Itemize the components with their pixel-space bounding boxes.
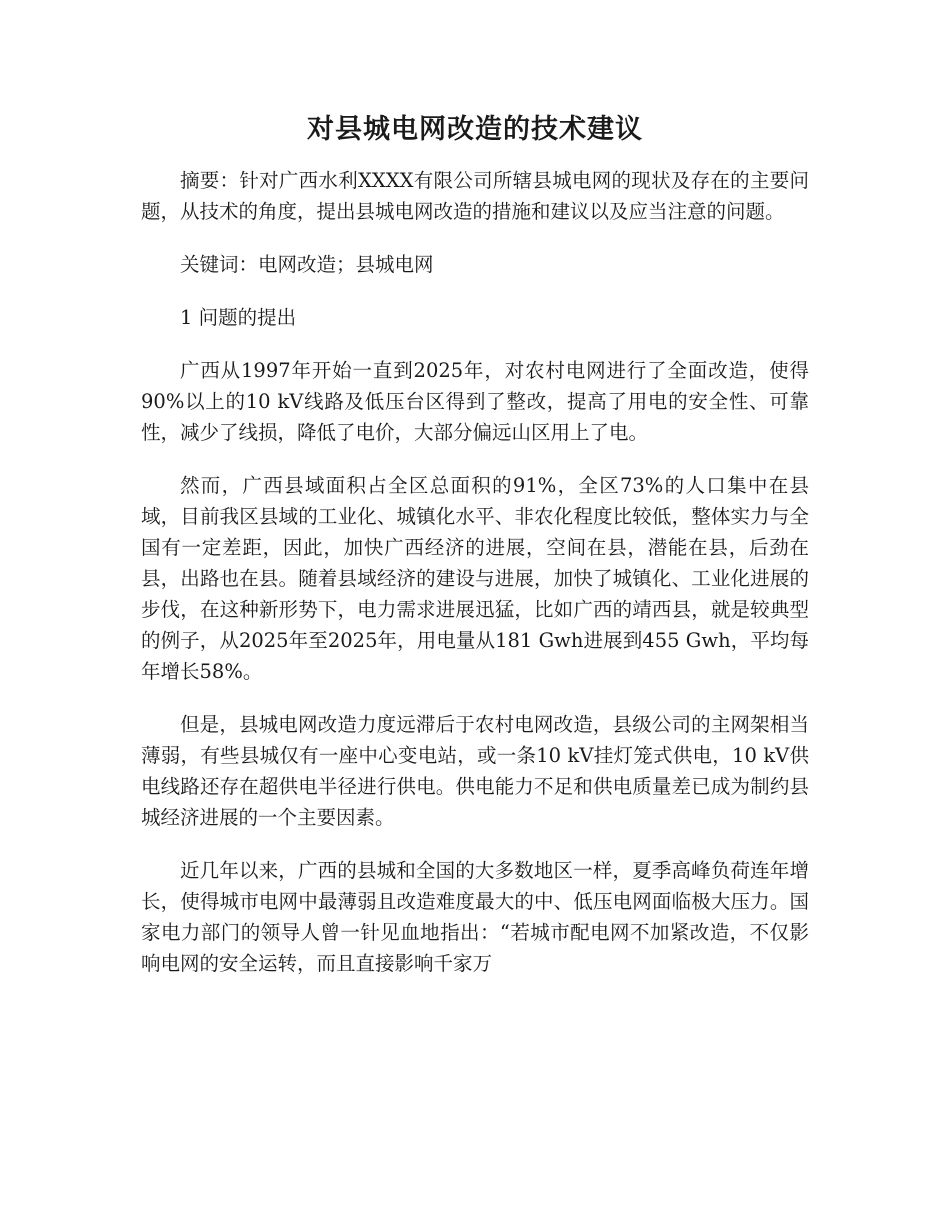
- document-title: 对县城电网改造的技术建议: [307, 114, 643, 145]
- document-body: [141, 165, 809, 979]
- abstract-paragraph: 摘要：针对广西水利XXXX有限公司所辖县城电网的现状及存在的主要问题，从技术的角度，提出县城电网改造的措施和建议以及应当注意的问题。: [141, 169, 809, 223]
- body-paragraph: 但是，县城电网改造力度远滞后于农村电网改造，县级公司的主网架相当薄弱，有些县城仅有一座中心变电站，或一条10 kV挂灯笼式供电，10 kV供电线路还存在超供电半径进行供电。供电能力不足和供电质量差已成为制约县城经济进展的一个主要因素。: [141, 713, 809, 829]
- body-paragraph: 然而，广西县域面积占全区总面积的91%，全区73%的人口集中在县域，目前我区县域的工业化、城镇化水平、非农化程度比较低，整体实力与全国有一定差距，因此，加快广西经济的进展，空间在县，潜能在县，后劲在县，出路也在县。随着县域经济的建设与进展，加快了城镇化、工业化进展的步伐，在这种新形势下，电力需求进展迅猛，比如广西的靖西县，就是较典型的例子，从2025年至2025年，用电量从181 Gwh进展到455 Gwh，平均每年增长58%。: [141, 474, 809, 683]
- body-paragraph: 近几年以来，广西的县城和全国的大多数地区一样，夏季高峰负荷连年增长，使得城市电网中最薄弱且改造难度最大的中、低压电网面临极大压力。国家电力部门的领导人曾一针见血地指出：“若城市配电网不加紧改造，不仅影响电网的安全运转，而且直接影响千家万: [141, 859, 809, 975]
- body-paragraph: 广西从1997年开始一直到2025年，对农村电网进行了全面改造，使得90%以上的10 kV线路及低压台区得到了整改，提高了用电的安全性、可靠性，减少了线损，降低了电价，大部分偏远山区用上了电。: [141, 359, 809, 444]
- keywords-line: 关键词：电网改造；县城电网: [180, 253, 434, 276]
- section-heading: 1 问题的提出: [180, 306, 297, 329]
